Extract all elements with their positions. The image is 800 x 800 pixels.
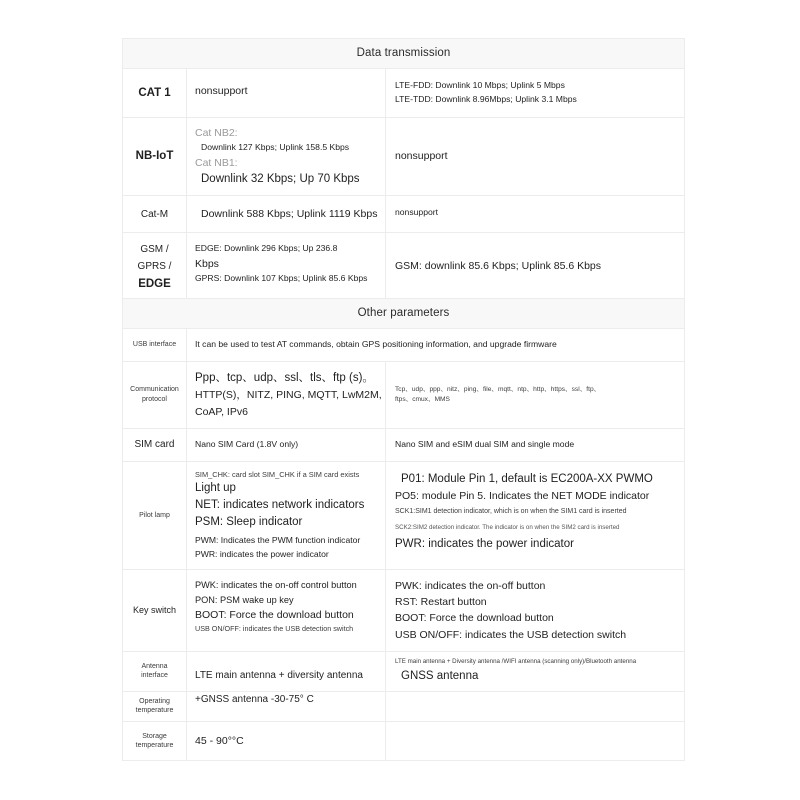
catm-right-line-1: nonsupport [395, 207, 439, 218]
pilot-mid-simchk: SIM_CHK: card slot SIM_CHK if a SIM card exists [195, 469, 360, 479]
operating-temp-mid-line: +GNSS antenna -30-75° C [195, 693, 314, 705]
row-label-catm [123, 196, 187, 232]
keyswitch-mid-usb: USB ON/OFF: indicates the USB detection switch [195, 623, 354, 633]
gsm-gprs-rate-line: GPRS: Downlink 107 Kbps; Uplink 85.6 Kbps [195, 273, 368, 284]
table-row-catm [123, 196, 684, 233]
row-gsm-col-right [386, 233, 684, 298]
pilot-right-sck1: SCK1:SIM1 detection indicator, which is on when the SIM1 card is inserted [395, 508, 627, 516]
row-label-edge: EDGE [138, 278, 171, 291]
keyswitch-right-boot: BOOT: Force the download button [395, 612, 554, 625]
row-label-pilot-lamp-text: Pilot lamp [139, 511, 170, 519]
pilot-mid-net: NET: indicates network indicators [195, 498, 365, 511]
row-label-usb-interface [123, 329, 187, 361]
row-label-nbiot-text: NB-IoT [135, 150, 174, 163]
row-label-operating-temperature-text [136, 697, 174, 716]
row-storage-temp-col-right [386, 722, 684, 760]
nbiot-cat-nb2-rate: Downlink 127 Kbps; Uplink 158.5 Kbps [201, 141, 350, 152]
keyswitch-mid-pwk: PWK: indicates the on-off control button [195, 579, 357, 590]
section-header-row-other-parameters [123, 299, 684, 329]
row-keyswitch-col-right [386, 570, 684, 651]
pilot-mid-pwm: PWM: Indicates the PWM function indicator [195, 535, 361, 546]
row-protocol-col-middle [187, 362, 386, 428]
nbiot-cat-nb2-label: Cat NB2: [195, 126, 238, 139]
antenna-label-line-2: interface [141, 672, 168, 680]
table-row-usb-interface [123, 329, 684, 362]
row-gsm-col-middle [187, 233, 386, 298]
operating-temp-label-line-2: temperature [135, 707, 174, 715]
row-label-operating-temperature [123, 692, 187, 722]
row-label-gsm: GSM / [140, 244, 169, 256]
row-sim-col-right [386, 429, 684, 461]
row-storage-temp-col-middle [187, 722, 386, 760]
pilot-right-p01: P01: Module Pin 1, default is EC200A-XX PWMO [401, 472, 653, 485]
row-label-antenna-interface-text [141, 662, 168, 681]
row-label-communication-protocol [123, 362, 187, 428]
table-row-operating-temperature [123, 692, 684, 723]
table-row-cat1 [123, 69, 684, 118]
row-label-gprs: GPRS / [137, 260, 172, 272]
row-antenna-col-middle [187, 652, 386, 691]
row-antenna-col-right [386, 652, 684, 691]
row-sim-col-middle [187, 429, 386, 461]
row-label-pilot-lamp [123, 462, 187, 569]
protocol-label-line-1: Communication [130, 386, 179, 394]
row-protocol-col-right [386, 362, 684, 428]
table-row-sim-card [123, 429, 684, 462]
row-label-sim-card-text: SIM card [134, 439, 175, 451]
nbiot-right-line-1: nonsupport [395, 150, 448, 163]
table-row-storage-temperature [123, 722, 684, 760]
row-label-nbiot [123, 118, 187, 196]
pilot-mid-light-up: Light up [195, 481, 236, 494]
row-pilot-col-right [386, 462, 684, 569]
pilot-right-sck2: SCK2:SIM2 detection indicator. The indicator is on when the SIM2 card is inserted [395, 523, 620, 531]
specification-table [122, 38, 685, 761]
storage-temp-label-line-2: temperature [135, 742, 174, 750]
row-label-usb-interface-text: USB interface [132, 341, 177, 349]
gsm-right-line-1: GSM: downlink 85.6 Kbps; Uplink 85.6 Kbps [395, 259, 602, 272]
row-label-communication-protocol-text [130, 385, 179, 404]
table-row-pilot-lamp [123, 462, 684, 570]
table-row-key-switch [123, 570, 684, 652]
row-label-storage-temperature-text [136, 732, 174, 751]
row-operating-temp-col-right [386, 692, 684, 722]
row-label-key-switch [123, 570, 187, 651]
cat1-mid-line-1: nonsupport [195, 85, 248, 97]
table-row-gsm-gprs-edge [123, 233, 684, 299]
protocol-mid-line-3: CoAP, IPv6 [195, 405, 248, 418]
section-title-other-parameters: Other parameters [123, 299, 684, 328]
sim-mid-line-1: Nano SIM Card (1.8V only) [195, 438, 299, 449]
row-nbiot-col-right [386, 118, 684, 196]
operating-temp-label-line-1: Operating [139, 697, 170, 705]
section-title-data-transmission: Data transmission [123, 39, 684, 68]
antenna-right-tiny: LTE main antenna + Diversity antenna /WIFI antenna (scanning only)/Bluetooth antenna [395, 657, 637, 665]
antenna-label-line-1: Antenna [141, 662, 168, 670]
row-label-cat1 [123, 69, 187, 117]
row-label-gsm-gprs-edge [123, 233, 187, 298]
cat1-right-line-2: LTE-TDD: Downlink 8.96Mbps; Uplink 3.1 Mbps [395, 93, 577, 104]
keyswitch-right-pwk: PWK: indicates the on-off button [395, 579, 546, 592]
table-row-communication-protocol [123, 362, 684, 429]
protocol-right-line-1: Tcp、udp、ppp、nitz、ping、file、mqtt、ntp、http、https、ssl、ftp、 [395, 386, 601, 394]
gsm-edge-rate-line-2: Kbps [195, 258, 219, 271]
keyswitch-mid-pon: PON: PSM wake up key [195, 594, 294, 605]
row-cat1-col-middle [187, 69, 386, 117]
row-label-sim-card [123, 429, 187, 461]
row-pilot-col-middle [187, 462, 386, 569]
section-header-row-data-transmission [123, 39, 684, 69]
pilot-mid-pwr: PWR: indicates the power indicator [195, 549, 329, 560]
row-nbiot-col-middle [187, 118, 386, 196]
sim-right-line-1: Nano SIM and eSIM dual SIM and single mode [395, 438, 575, 449]
antenna-mid-line-1: LTE main antenna + diversity antenna [195, 669, 363, 681]
pilot-right-pwr: PWR: indicates the power indicator [395, 537, 574, 550]
catm-mid-line-1: Downlink 588 Kbps; Uplink 1119 Kbps [201, 208, 378, 221]
pilot-right-po5: PO5: module Pin 5. Indicates the NET MODE indicator [395, 489, 650, 502]
keyswitch-right-rst: RST: Restart button [395, 596, 487, 609]
pilot-mid-psm: PSM: Sleep indicator [195, 516, 303, 529]
table-row-antenna-interface [123, 652, 684, 692]
row-label-catm-text: Cat-M [140, 208, 169, 220]
usb-interface-description: It can be used to test AT commands, obtain GPS positioning information, and upgrade firmware [195, 339, 557, 350]
storage-temp-label-line-1: Storage [142, 732, 167, 740]
protocol-mid-line-2: HTTP(S)，NITZ, PING, MQTT, LwM2M, [195, 389, 382, 402]
row-catm-col-middle [187, 196, 386, 232]
gsm-edge-rate-line-1: EDGE: Downlink 296 Kbps; Up 236.8 [195, 243, 338, 254]
antenna-right-gnss: GNSS antenna [401, 670, 479, 683]
row-label-key-switch-text: Key switch [132, 605, 176, 616]
keyswitch-right-usb: USB ON/OFF: indicates the USB detection switch [395, 628, 627, 641]
cat1-right-line-1: LTE-FDD: Downlink 10 Mbps; Uplink 5 Mbps [395, 80, 565, 90]
table-row-nbiot [123, 118, 684, 197]
row-keyswitch-col-middle [187, 570, 386, 651]
row-operating-temp-col-middle [187, 692, 386, 722]
row-usb-col-wide [187, 329, 684, 361]
protocol-mid-line-1: Ppp、tcp、udp、ssl、tls、ftp (s)。 [195, 372, 374, 385]
row-label-antenna-interface [123, 652, 187, 691]
row-cat1-col-right [386, 69, 684, 117]
row-catm-col-right [386, 196, 684, 232]
nbiot-cat-nb1-rate: Downlink 32 Kbps; Up 70 Kbps [201, 172, 360, 185]
storage-temp-value: 45 - 90°°C [195, 735, 244, 748]
row-label-cat1-text: CAT 1 [138, 86, 171, 99]
protocol-right-line-2: ftps、cmux、MMS [395, 395, 450, 403]
nbiot-cat-nb1-label: Cat NB1: [195, 156, 238, 169]
protocol-label-line-2: protocol [142, 395, 167, 403]
row-label-storage-temperature [123, 722, 187, 760]
keyswitch-mid-boot: BOOT: Force the download button [195, 609, 354, 622]
